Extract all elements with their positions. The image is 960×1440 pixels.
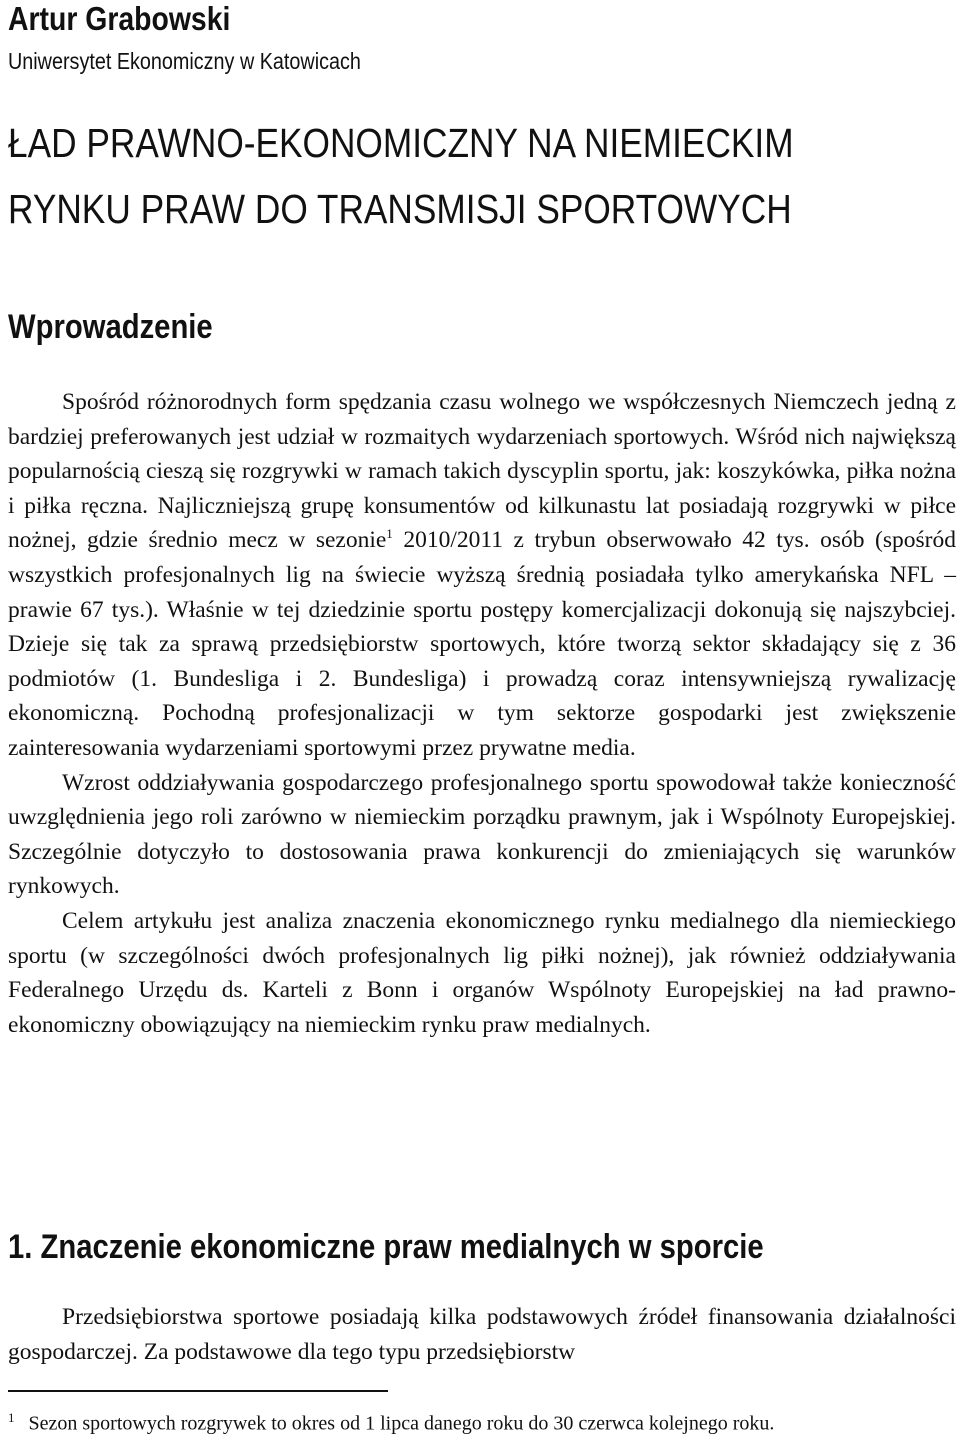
title-line-2: RYNKU PRAW DO TRANSMISJI SPORTOWYCH — [8, 186, 792, 232]
footnote-divider — [8, 1390, 388, 1392]
footnote — [8, 1403, 774, 1439]
footnote-reference: 1 — [386, 526, 393, 542]
intro-paragraph-1 — [8, 385, 956, 766]
section-1-heading: 1. Znaczenie ekonomiczne praw medialnych w sporcie — [8, 1228, 764, 1266]
author-name: Artur Grabowski — [8, 0, 231, 37]
author-affiliation: Uniwersytet Ekonomiczny w Katowicach — [8, 48, 361, 74]
intro-paragraph-2: Wzrost oddziaływania gospodarczego profesjonalnego sportu spowodował także konieczność uwzględnienia jego roli zarówno w niemieckim porządku prawnym, jak i Wspólnoty Europejskiej. Szczególnie dotyczyło to dostosowania prawa konkurencji do zmieniających się warunków rynkowych. — [8, 769, 956, 900]
footnote-mark: 1 — [8, 1410, 15, 1425]
intro-paragraph-3: Celem artykułu jest analiza znaczenia ekonomicznego rynku medialnego dla niemieckiego sportu (w szczególności dwóch profesjonalnych lig piłki nożnej), jak również oddziaływania Federalnego Urzędu ds. Karteli z Bonn i organów Wspólnoty Europejskiej na ład prawno-ekonomiczny obowiązujący na niemieckim rynku praw medialnych. — [8, 907, 956, 1038]
footnote-text: Sezon sportowych rozgrywek to okres od 1 lipca danego roku do 30 czerwca kolejnego roku. — [28, 1412, 775, 1435]
article-title — [8, 110, 794, 242]
intro-paragraph-1-text-a: Spośród różnorodnych form spędzania czasu wolnego we współczesnych Niemczech jedną z bardziej preferowanych jest udział w rozmaitych wydarzeniach sportowych. Wśród nich największą popularnością cieszą się rozgrywki w ramach takich dyscyplin sportu, jak: koszykówka, piłka nożna i piłka ręczna. Najliczniejszą grupę konsumentów od kilkunastu lat posiadają rozgrywki w piłce nożnej, gdzie średnio mecz w sezonie — [8, 389, 956, 554]
section-1-body — [8, 1300, 956, 1369]
title-line-1: ŁAD PRAWNO-EKONOMICZNY NA NIEMIECKIM — [8, 120, 794, 166]
intro-heading: Wprowadzenie — [8, 308, 213, 346]
intro-paragraph-1-text-b: 2010/2011 z trybun obserwowało 42 tys. osób (spośród wszystkich profesjonalnych lig na świecie wyższą średnią posiadała tylko amerykańska NFL – prawie 67 tys.). Właśnie w tej dziedzinie sportu postępy komercjalizacji dokonują się najszybciej. Dzieje się tak za sprawą przedsiębiorstw sportowych, które tworzą sektor składający się z 36 podmiotów (1. Bundesliga i 2. Bundesliga) i prowadzą coraz intensywniejszą rywalizację ekonomiczną. Pochodną profesjonalizacji w tym sektorze gospodarki jest zwiększenie zainteresowania wydarzeniami sportowymi przez prywatne media. — [8, 527, 956, 761]
section-1-paragraph-1: Przedsiębiorstwa sportowe posiadają kilka podstawowych źródeł finansowania działalności gospodarczej. Za podstawowe dla tego typu przedsiębiorstw — [8, 1304, 956, 1365]
intro-body — [8, 385, 956, 1042]
